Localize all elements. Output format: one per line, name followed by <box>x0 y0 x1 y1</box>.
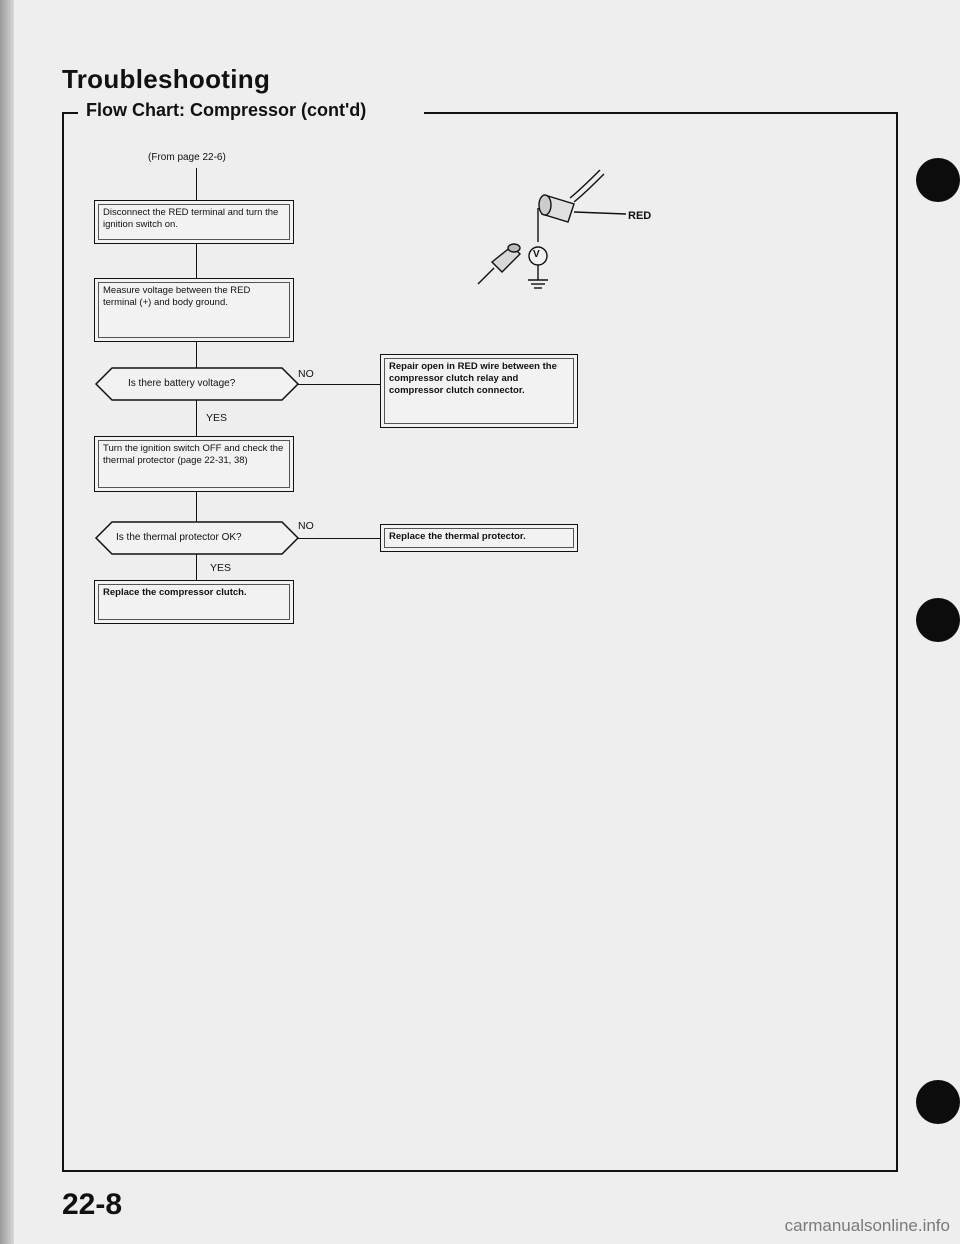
decision2-yes-label: YES <box>210 562 232 574</box>
decision2-question: Is the thermal protector OK? <box>116 532 242 543</box>
step-disconnect-text: Disconnect the RED terminal and turn the ignition switch on. <box>103 207 279 230</box>
decision1-yes-label: YES <box>206 412 228 424</box>
watermark-text: carmanualsonline.info <box>784 1216 950 1235</box>
decision1-question: Is there battery voltage? <box>128 378 236 389</box>
repair-wire-text: Repair open in RED wire between the compressor clutch relay and compressor clutch connector. <box>389 361 557 396</box>
section-title: Troubleshooting <box>62 64 271 94</box>
replace-protector-text: Replace the thermal protector. <box>389 531 526 542</box>
replace-clutch-text: Replace the compressor clutch. <box>103 587 247 598</box>
page-number: 22-8 <box>62 1188 123 1221</box>
wire-connector-graphic <box>478 170 626 288</box>
sub-title: Flow Chart: Compressor (cont'd) <box>80 100 372 121</box>
voltmeter-symbol: V <box>533 249 540 260</box>
step-check-protector-text: Turn the ignition switch OFF and check the thermal protector (page 22-31, 38) <box>103 443 284 466</box>
from-page-note: (From page 22-6) <box>148 152 226 163</box>
step-measure-text: Measure voltage between the RED terminal (+) and body ground. <box>103 285 251 308</box>
red-wire-label: RED <box>628 210 652 222</box>
decision2-no-label: NO <box>298 520 314 532</box>
decision1-no-label: NO <box>298 368 314 380</box>
